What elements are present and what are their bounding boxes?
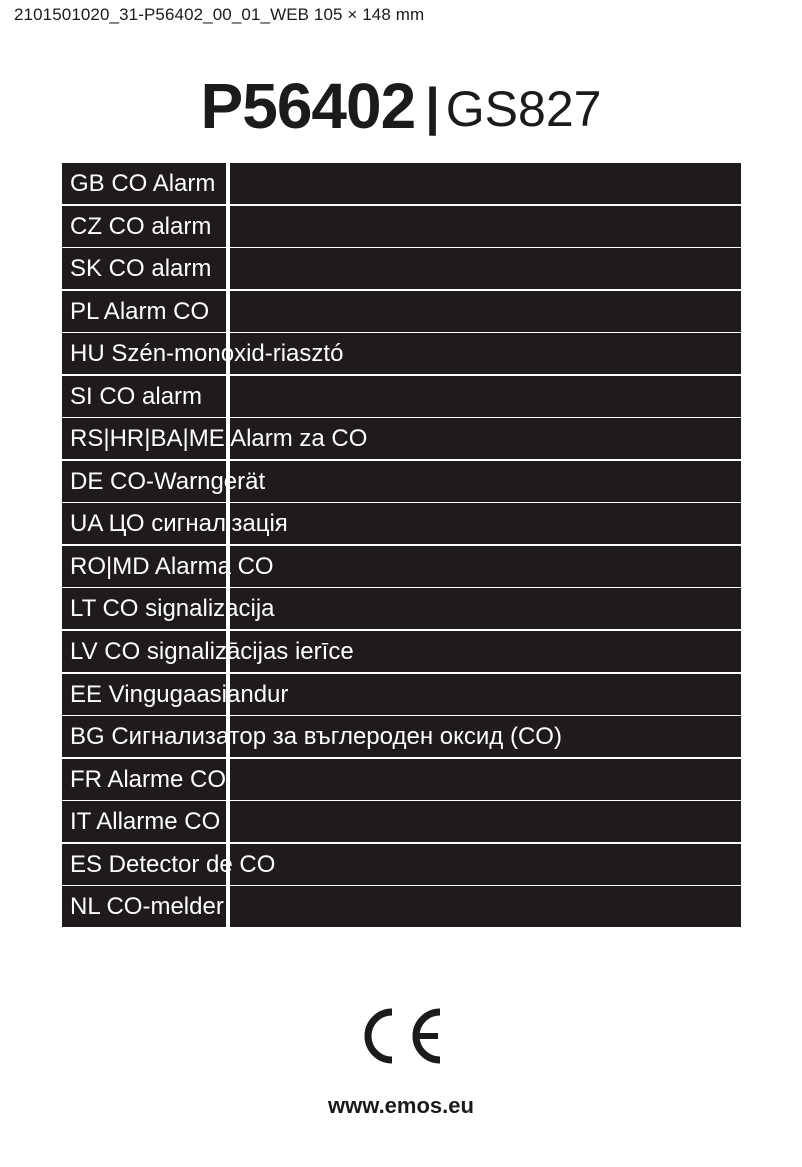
language-label: SI CO alarm xyxy=(70,382,203,410)
language-row xyxy=(62,674,741,715)
row-right-cell xyxy=(230,503,741,544)
language-row xyxy=(62,886,741,927)
row-right-cell xyxy=(230,376,741,417)
product-code: GS827 xyxy=(445,81,602,137)
language-row xyxy=(62,461,741,502)
language-row xyxy=(62,206,741,247)
language-row xyxy=(62,588,741,629)
language-label: RO|MD Alarma CO xyxy=(70,552,274,580)
language-label: DE CO-Warngerät xyxy=(70,467,266,495)
language-row xyxy=(62,631,741,672)
language-row xyxy=(62,418,741,459)
language-row xyxy=(62,333,741,374)
ce-mark-icon xyxy=(358,1006,444,1066)
language-label: NL CO-melder xyxy=(70,893,224,921)
row-right-cell xyxy=(230,248,741,289)
row-right-cell xyxy=(230,588,741,629)
language-label: GB CO Alarm xyxy=(70,170,216,197)
row-right-cell xyxy=(230,163,741,204)
language-row xyxy=(62,163,741,204)
language-label: IT Allarme CO xyxy=(70,808,221,836)
language-row xyxy=(62,376,741,417)
language-label: RS|HR|BA|ME Alarm za CO xyxy=(70,425,368,453)
website-url: www.emos.eu xyxy=(328,1093,474,1118)
language-row xyxy=(62,759,741,800)
row-right-cell xyxy=(230,844,741,885)
row-right-cell xyxy=(230,291,741,332)
row-right-cell xyxy=(230,674,741,715)
row-right-cell xyxy=(230,886,741,927)
language-label: SK CO alarm xyxy=(70,255,212,283)
language-row xyxy=(62,844,741,885)
title-separator: | xyxy=(425,78,440,136)
document-id: 2101501020_31-P56402_00_01_WEB 105 × 148 mm xyxy=(14,5,425,24)
language-label: LV CO signalizācijas ierīce xyxy=(70,638,354,666)
language-row xyxy=(62,248,741,289)
language-label: BG Сигнализатор за въглероден оксид (CO) xyxy=(70,723,562,751)
language-label: HU Szén-monoxid-riasztó xyxy=(70,340,344,368)
language-row xyxy=(62,291,741,332)
language-row xyxy=(62,546,741,587)
language-row xyxy=(62,716,741,757)
language-row xyxy=(62,503,741,544)
ce-mark-c xyxy=(368,1012,392,1060)
row-right-cell xyxy=(230,801,741,842)
row-right-cell xyxy=(230,461,741,502)
language-label: FR Alarme CO xyxy=(70,765,227,793)
language-label: ES Detector de CO xyxy=(70,850,276,878)
row-right-cell xyxy=(230,546,741,587)
language-label: CZ CO alarm xyxy=(70,212,212,240)
page-title xyxy=(0,70,802,142)
row-right-cell xyxy=(230,759,741,800)
row-right-cell xyxy=(230,206,741,247)
language-label: EE Vingugaasiandur xyxy=(70,680,289,708)
language-list xyxy=(62,163,741,929)
language-row xyxy=(62,801,741,842)
model-number: P56402 xyxy=(200,70,416,142)
language-label: PL Alarm CO xyxy=(70,297,210,325)
language-label: LT CO signalizacija xyxy=(70,595,275,623)
language-label: UA ЦО сигналізація xyxy=(70,510,288,538)
